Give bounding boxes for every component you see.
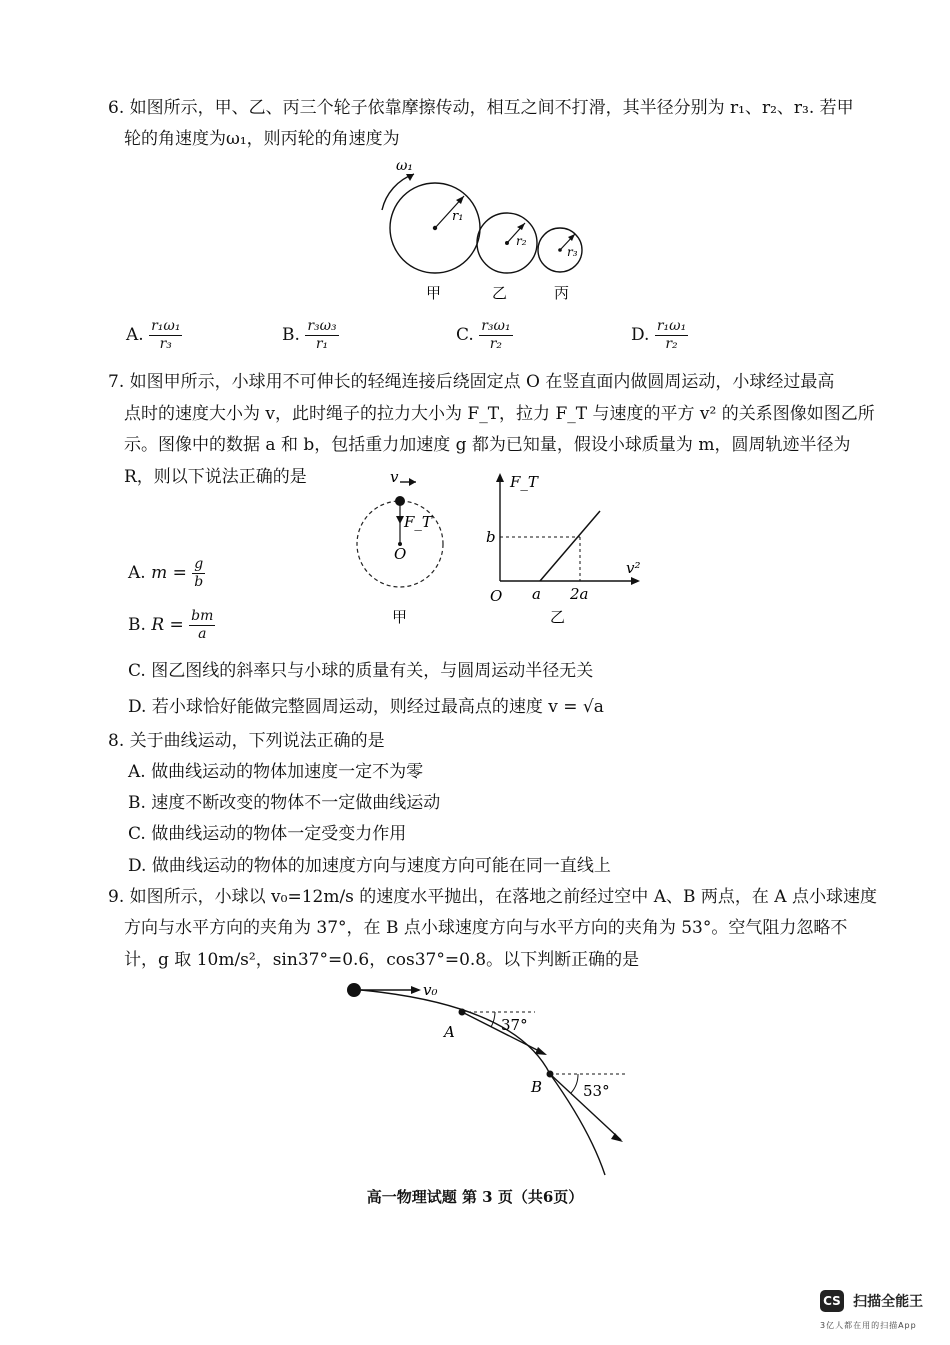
q7-option-a-num: g [194,556,204,572]
q6-line1: 6. 如图所示，甲、乙、丙三个轮子依靠摩擦传动，相互之间不打滑，其半径分别为 r₁、r₂、r₃. 若甲 [108,98,854,118]
q7-line2: 点时的速度大小为 v，此时绳子的拉力大小为 F_T，拉力 F_T 与速度的平方 v² 的关系图像如图乙所 [124,404,875,424]
q6-option-c[interactable] [456,318,513,353]
q7-fig-yi-label: 乙 [550,608,566,626]
q7-fig-jia-label: 甲 [392,608,408,626]
q7-option-b-letter: B. [128,615,146,635]
q8-option-d[interactable]: D. 做曲线运动的物体的加速度方向与速度方向可能在同一直线上 [128,856,611,876]
q8-option-c[interactable]: C. 做曲线运动的物体一定受变力作用 [128,824,407,844]
q7-ft-label: F_T [404,513,432,531]
q6-option-c-letter: C. [456,325,474,345]
q6-wheels-figure [370,150,600,310]
q6-option-b-num: r₃ω₃ [307,318,337,334]
q7-option-d[interactable]: D. 若小球恰好能做完整圆周运动，则经过最高点的速度 v = √a [128,697,604,717]
q6-option-d[interactable] [631,318,688,353]
q7-option-b-num: bm [191,608,214,624]
q7-2a-tick: 2a [570,585,589,603]
q6-r2-label: r₂ [516,234,527,248]
q9-angle-a: 37° [501,1016,528,1034]
q9-line3: 计，g 取 10m/s²，sin37°=0.6，cos37°=0.8。以下判断正确的是 [124,950,640,970]
q7-x-axis-label: v² [626,559,641,577]
q6-option-d-letter: D. [631,325,650,345]
page-footer: 高一物理试题 第 3 页（共6页） [366,1188,584,1206]
q9-line1: 9. 如图所示，小球以 v₀=12m/s 的速度水平抛出，在落地之前经过空中 A、B 两点，在 A 点小球速度 [108,887,877,907]
q7-option-c[interactable]: C. 图乙图线的斜率只与小球的质量有关，与圆周运动半径无关 [128,661,594,681]
q7-o-label: O [394,545,407,563]
q6-option-c-num: r₃ω₁ [481,318,511,334]
q9-ball [347,983,361,997]
q8-option-b[interactable]: B. 速度不断改变的物体不一定做曲线运动 [128,793,441,813]
scanner-app-name: 扫描全能王 [853,1294,924,1310]
q7-option-b-den: a [198,626,207,642]
q7-line3: 示。图像中的数据 a 和 b，包括重力加速度 g 都为已知量，假设小球质量为 m，圆周轨迹半径为 [124,435,851,455]
q7-option-b-lhs: R = [151,615,184,635]
q9-angle-b: 53° [583,1082,610,1100]
q7-figure-jia [350,470,450,630]
q6-line2: 轮的角速度为ω₁，则丙轮的角速度为 [124,129,400,149]
q9-line2: 方向与水平方向的夹角为 37°，在 B 点小球速度方向与水平方向的夹角为 53°。空气阻力忽略不 [124,918,848,938]
q6-option-c-den: r₂ [489,336,503,352]
q6-option-b-letter: B. [282,325,300,345]
q7-line4: R，则以下说法正确的是 [124,467,307,487]
q6-option-a-den: r₃ [159,336,172,352]
wheel-bing-label: 丙 [554,284,570,302]
q7-option-a-den: b [194,574,204,590]
q9-point-b: B [531,1078,543,1096]
q6-r1-label: r₁ [452,209,464,224]
q9-point-a: A [444,1023,455,1041]
q7-b-label: b [486,528,496,546]
q7-graph-line [540,511,600,581]
q8-stem: 8. 关于曲线运动，下列说法正确的是 [108,731,385,751]
q6-option-a-num: r₁ω₁ [151,318,181,334]
q9-trajectory-figure [335,975,645,1180]
q7-option-a[interactable] [128,556,205,591]
q7-option-b[interactable] [128,608,215,643]
wheel-jia-label: 甲 [426,284,442,302]
q6-r3-label: r₃ [567,245,578,259]
q6-option-b-den: r₁ [315,336,329,352]
q6-option-d-den: r₂ [665,336,678,352]
q7-origin-label: O [490,587,503,605]
q7-line1: 7. 如图甲所示，小球用不可伸长的轻绳连接后绕固定点 O 在竖直面内做圆周运动，小球经过最高 [108,372,835,392]
q6-option-b[interactable] [282,318,339,353]
q7-option-a-lhs: m = [151,563,187,583]
q6-option-d-num: r₁ω₁ [656,318,687,334]
scanner-watermark [820,1290,923,1312]
q6-option-a-letter: A. [126,325,144,345]
q7-y-axis-label: F_T [510,473,538,491]
q7-v-label: v [390,470,399,486]
scanner-tagline: 3亿人都在用的扫描App [820,1321,917,1330]
q7-option-a-letter: A. [128,563,146,583]
q6-omega-label: ω₁ [396,158,414,174]
q9-v0-label: v₀ [423,981,438,999]
q9-trajectory-curve [361,990,605,1175]
q8-option-a[interactable]: A. 做曲线运动的物体加速度一定不为零 [128,762,424,782]
wheel-yi-label: 乙 [492,284,508,302]
q6-option-a[interactable] [126,318,182,353]
q7-a-tick: a [532,585,541,603]
scanner-logo-icon: CS [820,1290,844,1312]
q7-figure-yi [478,465,653,630]
